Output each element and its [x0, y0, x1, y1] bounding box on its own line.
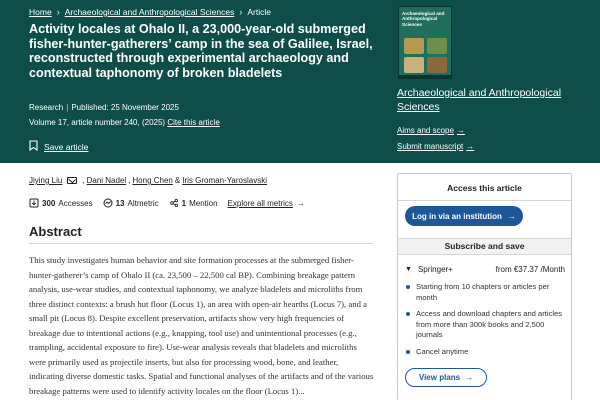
mention-icon: [169, 198, 179, 208]
author-link[interactable]: Iris Groman-Yaroslavski: [182, 176, 267, 185]
breadcrumb-home-link[interactable]: Home: [29, 7, 52, 17]
list-item: Cancel anytime: [405, 347, 565, 358]
login-label: Log in via an institution: [412, 211, 502, 221]
arrow-right-icon: →: [466, 142, 475, 151]
submit-manuscript-label: Submit manuscript: [397, 142, 464, 151]
article-volume-line: [29, 118, 220, 127]
view-plans-button[interactable]: [405, 368, 487, 387]
list-item: Access and download chapters and articles from more than 300k books and 2,500 journals: [405, 309, 565, 341]
article-type: Research: [29, 103, 64, 112]
altmetric-score: 13: [115, 198, 125, 208]
view-plans-label: View plans: [418, 373, 461, 382]
aims-and-scope-link[interactable]: [397, 126, 465, 135]
plan-price: from €37.37 /Month: [495, 265, 565, 274]
institution-login-button[interactable]: [405, 206, 523, 226]
springer-plus-plan[interactable]: [405, 265, 565, 274]
altmetric-icon: [103, 198, 113, 208]
author-link[interactable]: Jiying Liu: [29, 176, 63, 185]
accesses-label: Accesses: [58, 198, 93, 208]
plan-benefits-list: [405, 282, 565, 363]
volume-info: Volume 17, article number 240, (2025): [29, 118, 166, 127]
list-item: Starting from 10 chapters or articles per month: [405, 282, 565, 303]
accesses-metric: [29, 198, 93, 208]
arrow-right-icon: →: [465, 373, 474, 382]
subscribe-heading: Subscribe and save: [398, 238, 571, 255]
journal-title-link[interactable]: Archaeological and Anthropological Sciences: [397, 87, 562, 113]
access-title: Access this article: [447, 183, 522, 193]
abstract-heading: Abstract: [29, 224, 82, 239]
divider: [29, 243, 373, 244]
divider: [398, 200, 571, 201]
breadcrumb-current: Article: [247, 7, 271, 17]
save-article-button[interactable]: [29, 140, 88, 153]
chevron-down-icon: ▼: [405, 266, 412, 273]
published-date: Published: 25 November 2025: [71, 103, 179, 112]
article-header: [0, 0, 600, 163]
chevron-right-icon: ›: [239, 7, 243, 17]
cite-article-link[interactable]: Cite this article: [167, 118, 220, 127]
arrow-right-icon: →: [456, 126, 465, 135]
access-panel: [397, 173, 572, 400]
chevron-right-icon: ›: [56, 7, 60, 17]
arrow-right-icon: →: [507, 211, 516, 221]
article-meta: Research | Published: 25 November 2025: [29, 103, 179, 112]
metrics-bar: [29, 198, 305, 208]
author-link[interactable]: Hong Chen: [132, 176, 173, 185]
explore-metrics-link[interactable]: Explore all metrics: [227, 198, 293, 208]
accesses-count: 300: [42, 198, 56, 208]
altmetric-label: Altmetric: [127, 198, 159, 208]
mention-count: 1: [181, 198, 187, 208]
submit-manuscript-link[interactable]: [397, 142, 474, 151]
journal-cover-image[interactable]: [398, 6, 452, 79]
abstract-text: This study investigates human behavior and site formation processes at the submerged fisher-hunter-gatherer’s camp of Ohalo II (ca. 23,500 – 22,500 cal BP). Combining breakage pattern analysis, use-wear studies, and contextual taphonomy, we analyze bladelets and microliths from three distinct contexts: a brush hut floor (Locus 1), an area with open-air hearths (Locus 7), and a small pit (Locus 8). Despite excellent preservation, artifacts show very high frequencies of breakage due to intentional actions (e.g., knapping, tool use) and unintentional processes (e.g., trampling, accidental exposure to fire). Use-wear analysis reveals that bladelets and microliths were primarily used as projectile inserts, but also for processing wood, bone, and leather, indicating diverse domestic tasks. Spatial and functional analyses of the artifacts and of the various breakage patterns were used to identify activity locales on the floor (Locus 1)...: [29, 255, 374, 396]
author-list: Jiying Liu , Dani Nadel , Hong Chen & Iris Groman-Yaroslavski: [29, 176, 267, 185]
bookmark-icon: [29, 140, 38, 153]
article-title: Activity locales at Ohalo II, a 23,000-year-old submerged fisher-hunter-gatherers’ camp in the sea of Galilee, Israel, reconstructed through experimental archaeology and contextual taphonomy of broken bladelets: [29, 22, 373, 80]
mentions-metric: [169, 198, 218, 208]
download-icon: [29, 198, 39, 208]
breadcrumb: [29, 7, 271, 17]
aims-and-scope-label: Aims and scope: [397, 126, 454, 135]
mail-icon[interactable]: [67, 177, 77, 184]
author-link[interactable]: Dani Nadel: [86, 176, 127, 185]
arrow-right-icon: →: [296, 198, 305, 208]
cover-title: Archaeological and Anthropological Sciences: [402, 11, 445, 27]
plan-name: Springer+: [417, 265, 453, 274]
altmetric-metric: [103, 198, 159, 208]
breadcrumb-journal-link[interactable]: Archaeological and Anthropological Sciences: [64, 7, 235, 17]
mention-label: Mention: [189, 198, 218, 208]
save-article-label: Save article: [44, 141, 89, 152]
